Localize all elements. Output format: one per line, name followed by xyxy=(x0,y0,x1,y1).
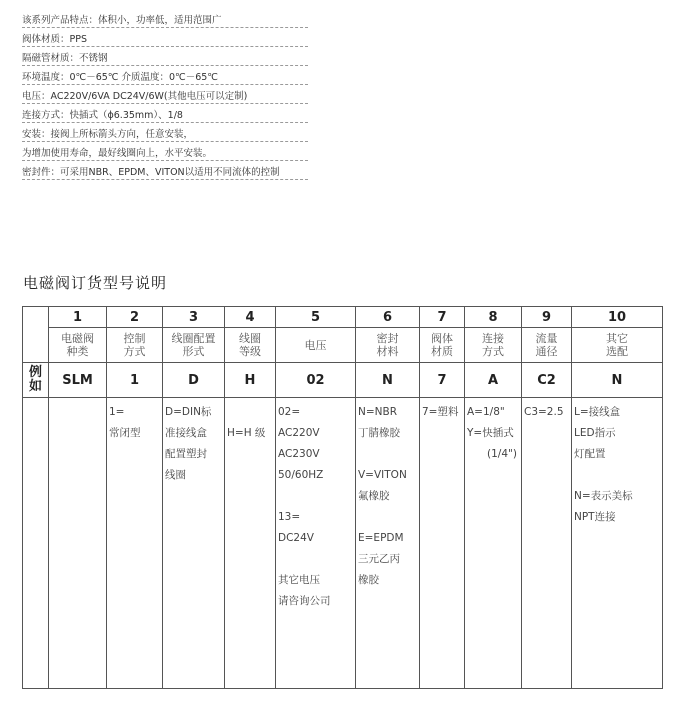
detail-line: A=1/8" xyxy=(467,406,505,418)
column-desc-10 xyxy=(572,328,663,363)
column-desc-line: 阀体 xyxy=(431,332,453,345)
detail-line: NPT连接 xyxy=(574,511,616,523)
detail-line: 橡胶 xyxy=(358,574,379,586)
detail-row xyxy=(23,398,663,689)
column-desc-line: 选配 xyxy=(606,345,628,358)
detail-line: L=接线盒 xyxy=(574,406,621,418)
spec-line: 密封件：可采用NBR、EPDM、VITON以适用不同流体的控制 xyxy=(22,161,308,180)
detail-line: 请咨询公司 xyxy=(278,595,331,607)
column-desc-line: 电磁阀 xyxy=(61,332,94,345)
spec-line: 安装：接阀上所标箭头方向，任意安装， xyxy=(22,123,308,142)
spec-line: 该系列产品特点：体积小，功率低，适用范围广 xyxy=(22,12,308,28)
detail-line: V=VITON xyxy=(358,469,407,481)
column-desc-line: 连接 xyxy=(482,332,504,345)
column-desc-6 xyxy=(356,328,420,363)
section-title: 电磁阀订货型号说明 xyxy=(23,274,168,292)
column-description-row xyxy=(23,328,663,363)
example-value-4: H xyxy=(225,363,276,398)
column-desc-3 xyxy=(163,328,225,363)
spec-list xyxy=(22,12,308,180)
column-desc-line: 材质 xyxy=(431,345,453,358)
detail-line: H=H 级 xyxy=(227,427,266,439)
example-value-3: D xyxy=(163,363,225,398)
detail-line xyxy=(358,444,419,465)
detail-line: 其它电压 xyxy=(278,574,320,586)
example-value-10: N xyxy=(572,363,663,398)
example-value-7: 7 xyxy=(420,363,465,398)
column-desc-line: 形式 xyxy=(182,345,205,358)
detail-line xyxy=(574,465,662,486)
detail-cell-10 xyxy=(572,398,663,689)
spec-line: 为增加使用寿命，最好线圈向上，水平安装。 xyxy=(22,142,308,161)
detail-cell-3 xyxy=(163,398,225,689)
example-value-9: C2 xyxy=(522,363,572,398)
detail-line: 配置塑封 xyxy=(165,448,207,460)
detail-line xyxy=(278,549,355,570)
detail-content xyxy=(420,398,464,423)
column-desc-line: 线圈配置 xyxy=(171,332,216,345)
example-value-6: N xyxy=(356,363,420,398)
detail-content xyxy=(276,398,355,612)
detail-line: 7=塑料 xyxy=(422,406,459,418)
column-desc-line: 线圈 xyxy=(239,332,261,345)
column-desc-line: 电压 xyxy=(304,338,327,352)
detail-line: DC24V xyxy=(278,532,314,544)
detail-line: 50/60HZ xyxy=(278,469,324,481)
column-desc-line: 控制 xyxy=(123,332,146,345)
order-code-table xyxy=(22,306,663,689)
spec-line: 隔磁管材质：不锈钢 xyxy=(22,47,308,66)
column-number-4: 4 xyxy=(225,307,276,328)
detail-content xyxy=(465,398,521,465)
detail-line: 1= xyxy=(109,406,125,418)
detail-line: 准接线盒 xyxy=(165,427,207,439)
detail-line: 常闭型 xyxy=(109,427,141,439)
example-value-8: A xyxy=(465,363,522,398)
detail-line: C3=2.5 xyxy=(524,406,564,418)
column-desc-line: 流量 xyxy=(535,332,558,345)
column-number-row xyxy=(23,307,663,328)
detail-line: (1/4") xyxy=(487,448,517,460)
detail-line: 02= xyxy=(278,406,301,418)
detail-cell-8 xyxy=(465,398,522,689)
detail-cell-6 xyxy=(356,398,420,689)
column-number-7: 7 xyxy=(420,307,465,328)
column-desc-8 xyxy=(465,328,522,363)
column-desc-line: 其它 xyxy=(606,332,628,345)
column-number-3: 3 xyxy=(163,307,225,328)
detail-line: D=DIN标 xyxy=(165,406,212,418)
column-desc-4 xyxy=(225,328,276,363)
detail-line: 线圈 xyxy=(165,469,186,481)
detail-line: Y=快插式 xyxy=(467,427,514,439)
column-number-5: 5 xyxy=(276,307,356,328)
detail-cell-9 xyxy=(522,398,572,689)
detail-line: LED指示 xyxy=(574,427,616,439)
detail-content xyxy=(522,398,571,423)
column-desc-5 xyxy=(276,328,356,363)
detail-line: N=NBR xyxy=(358,406,398,418)
detail-cell-4 xyxy=(225,398,276,689)
detail-content xyxy=(107,398,162,444)
detail-cell-7 xyxy=(420,398,465,689)
column-number-9: 9 xyxy=(522,307,572,328)
column-desc-line: 材料 xyxy=(376,345,399,358)
detail-line: 丁腈橡胶 xyxy=(358,427,400,439)
column-desc-line: 通径 xyxy=(535,345,558,358)
detail-line: 灯配置 xyxy=(574,448,606,460)
detail-content xyxy=(163,398,224,486)
column-desc-7 xyxy=(420,328,465,363)
detail-line xyxy=(278,486,355,507)
column-desc-2 xyxy=(107,328,163,363)
example-label-1: 例 xyxy=(28,365,42,380)
column-number-6: 6 xyxy=(356,307,420,328)
example-label-2: 如 xyxy=(28,379,42,394)
detail-line: E=EPDM xyxy=(358,532,404,544)
detail-cell-2 xyxy=(107,398,163,689)
example-value-2: 1 xyxy=(107,363,163,398)
detail-line: 13= xyxy=(278,511,301,523)
column-desc-line: 密封 xyxy=(376,332,399,345)
column-desc-line: 种类 xyxy=(66,345,89,358)
detail-cell-5 xyxy=(276,398,356,689)
spec-line: 连接方式：快插式（ϕ6.35mm）、1/8 xyxy=(22,104,308,123)
column-number-8: 8 xyxy=(465,307,522,328)
detail-line: 三元乙丙 xyxy=(358,553,400,565)
detail-blank-cell xyxy=(23,398,49,689)
column-desc-1 xyxy=(49,328,107,363)
detail-content xyxy=(225,398,275,444)
detail-line xyxy=(358,507,419,528)
example-label-cell xyxy=(23,363,49,398)
detail-line: 氟橡胶 xyxy=(358,490,390,502)
detail-line: AC220V xyxy=(278,427,320,439)
detail-cell-1 xyxy=(49,398,107,689)
column-desc-line: 方式 xyxy=(123,345,146,358)
detail-line: AC230V xyxy=(278,448,320,460)
column-desc-line: 方式 xyxy=(482,345,504,358)
spec-line: 环境温度：0℃－65℃ 介质温度：0℃－65℃ xyxy=(22,66,308,85)
detail-line: N=表示美标 xyxy=(574,490,633,502)
column-desc-9 xyxy=(522,328,572,363)
example-value-5: 02 xyxy=(276,363,356,398)
detail-content xyxy=(356,398,419,591)
column-number-10: 10 xyxy=(572,307,663,328)
spec-line: 电压：AC220V/6VA DC24V/6W(其他电压可以定制) xyxy=(22,85,308,104)
column-desc-line: 等级 xyxy=(239,345,261,358)
example-row xyxy=(23,363,663,398)
detail-line xyxy=(227,402,275,423)
example-value-1: SLM xyxy=(49,363,107,398)
corner-cell xyxy=(23,307,49,363)
spec-line: 阀体材质：PPS xyxy=(22,28,308,47)
column-number-1: 1 xyxy=(49,307,107,328)
column-number-2: 2 xyxy=(107,307,163,328)
order-table-body xyxy=(23,307,663,689)
detail-content xyxy=(49,398,106,402)
detail-content xyxy=(572,398,662,528)
